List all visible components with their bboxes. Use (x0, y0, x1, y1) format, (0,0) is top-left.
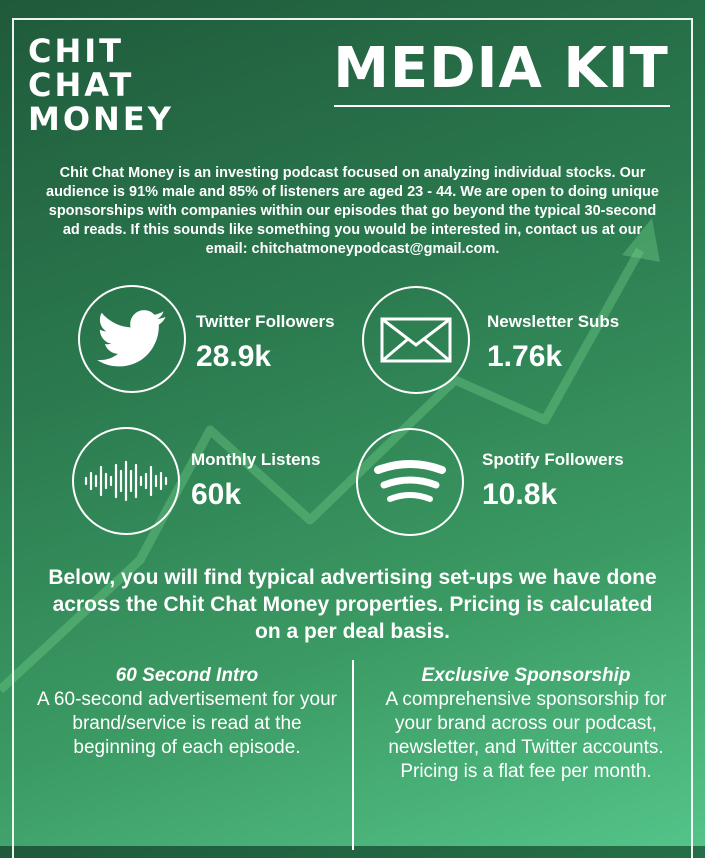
offer-exclusive-sponsorship (372, 664, 680, 784)
advertising-lead-text: Below, you will find typical advertising set-ups we have done across the Chit Chat Money properties. Pricing is calculated on a per deal basis. (48, 566, 657, 643)
newsletter-subs-value: 1.76k (487, 340, 563, 373)
brand-line-2: CHAT (28, 66, 135, 104)
spotify-followers-value: 10.8k (482, 478, 558, 511)
page-title: MEDIA KIT (333, 36, 669, 101)
offer-description: A 60-second advertisement for your brand/service is read at the beginning of each episode. (37, 689, 337, 758)
title-underline (334, 105, 670, 107)
spotify-stat-circle (356, 428, 464, 536)
offer-description: A comprehensive sponsorship for your brand across our podcast, newsletter, and Twitter accounts. Pricing is a flat fee per month. (385, 689, 667, 782)
brand-line-3: MONEY (28, 100, 174, 138)
monthly-listens-label: Monthly Listens (191, 450, 321, 469)
newsletter-subs-label: Newsletter Subs (487, 312, 620, 331)
brand-line-1: CHIT (28, 32, 124, 70)
spotify-followers-label: Spotify Followers (482, 450, 624, 469)
sound-wave-icon (83, 459, 169, 503)
monthly-listens-value: 60k (191, 478, 242, 511)
twitter-followers-value: 28.9k (196, 340, 272, 373)
intro-paragraph: Chit Chat Money is an investing podcast focused on analyzing individual stocks. Our audience is 91% male and 85% of listeners are aged 23 - 44. We are open to doing unique sponsorships with companies within our episodes that go beyond the typical 30-second ad reads. If this sounds like something you would be interested in, contact us at our email: chitchatmoneypodcast@gmail.com. (46, 165, 659, 257)
offer-title: Exclusive Sponsorship (421, 665, 631, 686)
twitter-followers-label: Twitter Followers (196, 312, 335, 331)
offer-60-second-intro (34, 664, 340, 760)
offer-title: 60 Second Intro (115, 665, 259, 686)
envelope-icon (378, 313, 454, 367)
newsletter-stat-circle (362, 286, 470, 394)
spotify-icon (374, 456, 446, 508)
twitter-bird-icon (97, 309, 167, 369)
listens-stat-circle (72, 427, 180, 535)
column-divider (352, 660, 354, 850)
twitter-stat-circle (78, 285, 186, 393)
brand-logo (28, 34, 174, 136)
